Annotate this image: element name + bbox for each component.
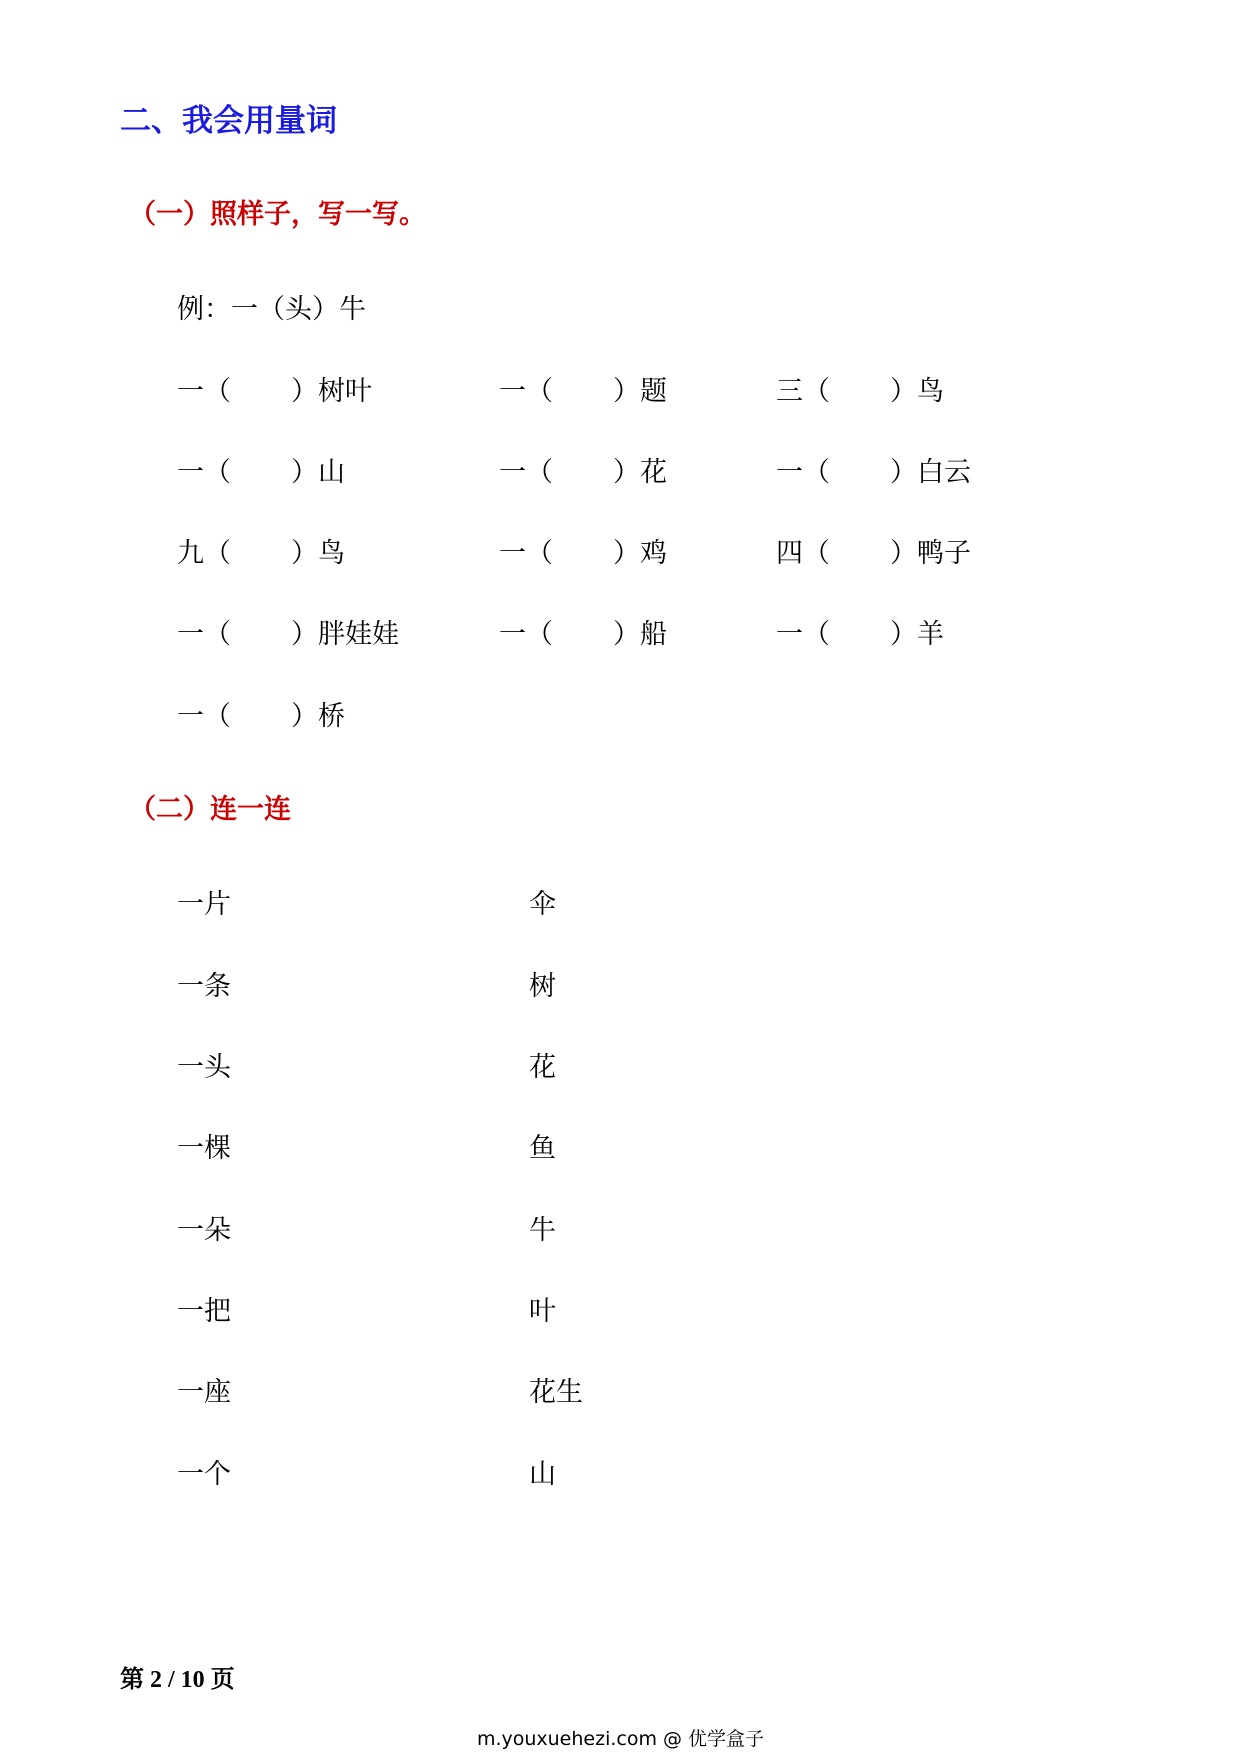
item-prefix: 一（ xyxy=(499,376,553,407)
item-suffix: ）桥 xyxy=(291,701,345,732)
answer-blank xyxy=(553,392,613,393)
match-left-item: 一条 xyxy=(177,971,231,1002)
answer-blank xyxy=(830,473,890,474)
measure-word-item xyxy=(177,453,345,493)
match-left-item: 一座 xyxy=(177,1377,231,1408)
part-two-heading: （二）连一连 xyxy=(129,794,291,825)
item-suffix: ）花 xyxy=(613,457,667,488)
match-right-item: 山 xyxy=(529,1459,556,1490)
item-prefix: 一（ xyxy=(499,457,553,488)
match-left-item: 一个 xyxy=(177,1459,231,1490)
measure-word-item xyxy=(776,615,944,655)
item-prefix: 一（ xyxy=(177,701,231,732)
measure-word-item xyxy=(776,453,971,493)
measure-word-item xyxy=(499,372,667,412)
measure-word-item xyxy=(177,534,345,574)
measure-word-item xyxy=(499,534,667,574)
match-right-item: 花 xyxy=(529,1052,556,1083)
example-line: 例：一（头）牛 xyxy=(177,294,366,325)
item-prefix: 一（ xyxy=(499,619,553,650)
item-suffix: ）树叶 xyxy=(291,376,372,407)
answer-blank xyxy=(553,635,613,636)
item-suffix: ）山 xyxy=(291,457,345,488)
measure-word-item xyxy=(177,372,372,412)
item-prefix: 四（ xyxy=(776,538,830,569)
answer-blank xyxy=(231,392,291,393)
item-prefix: 一（ xyxy=(177,457,231,488)
answer-blank xyxy=(830,635,890,636)
match-left-item: 一头 xyxy=(177,1052,231,1083)
item-suffix: ）题 xyxy=(613,376,667,407)
answer-blank xyxy=(553,554,613,555)
match-right-item: 鱼 xyxy=(529,1133,556,1164)
match-left-item: 一棵 xyxy=(177,1133,231,1164)
item-suffix: ）胖娃娃 xyxy=(291,619,399,650)
match-left-item: 一把 xyxy=(177,1296,231,1327)
item-prefix: 三（ xyxy=(776,376,830,407)
item-prefix: 一（ xyxy=(177,619,231,650)
item-prefix: 一（ xyxy=(499,538,553,569)
measure-word-item xyxy=(499,615,667,655)
answer-blank xyxy=(231,717,291,718)
measure-word-item xyxy=(177,697,345,737)
match-right-item: 花生 xyxy=(529,1377,583,1408)
answer-blank xyxy=(231,635,291,636)
item-suffix: ）鸟 xyxy=(291,538,345,569)
measure-word-item xyxy=(177,615,399,655)
item-suffix: ）鸟 xyxy=(890,376,944,407)
part-one-heading: （一）照样子，写一写。 xyxy=(129,199,426,230)
match-right-item: 树 xyxy=(529,971,556,1002)
answer-blank xyxy=(231,473,291,474)
match-left-item: 一朵 xyxy=(177,1215,231,1246)
section-title: 二、我会用量词 xyxy=(120,103,337,139)
item-suffix: ）白云 xyxy=(890,457,971,488)
item-prefix: 一（ xyxy=(776,457,830,488)
answer-blank xyxy=(830,392,890,393)
item-suffix: ）鸭子 xyxy=(890,538,971,569)
match-right-item: 伞 xyxy=(529,889,556,920)
item-suffix: ）船 xyxy=(613,619,667,650)
item-suffix: ）羊 xyxy=(890,619,944,650)
match-right-item: 牛 xyxy=(529,1215,556,1246)
footer-source: m.youxuehezi.com @ 优学盒子 xyxy=(476,1728,765,1750)
item-prefix: 九（ xyxy=(177,538,231,569)
answer-blank xyxy=(231,554,291,555)
measure-word-item xyxy=(776,372,944,412)
answer-blank xyxy=(830,554,890,555)
match-left-item: 一片 xyxy=(177,889,231,920)
item-suffix: ）鸡 xyxy=(613,538,667,569)
measure-word-item xyxy=(776,534,971,574)
answer-blank xyxy=(553,473,613,474)
item-prefix: 一（ xyxy=(776,619,830,650)
item-prefix: 一（ xyxy=(177,376,231,407)
match-right-item: 叶 xyxy=(529,1296,556,1327)
measure-word-item xyxy=(499,453,667,493)
page-number: 第 2 / 10 页 xyxy=(120,1667,235,1693)
